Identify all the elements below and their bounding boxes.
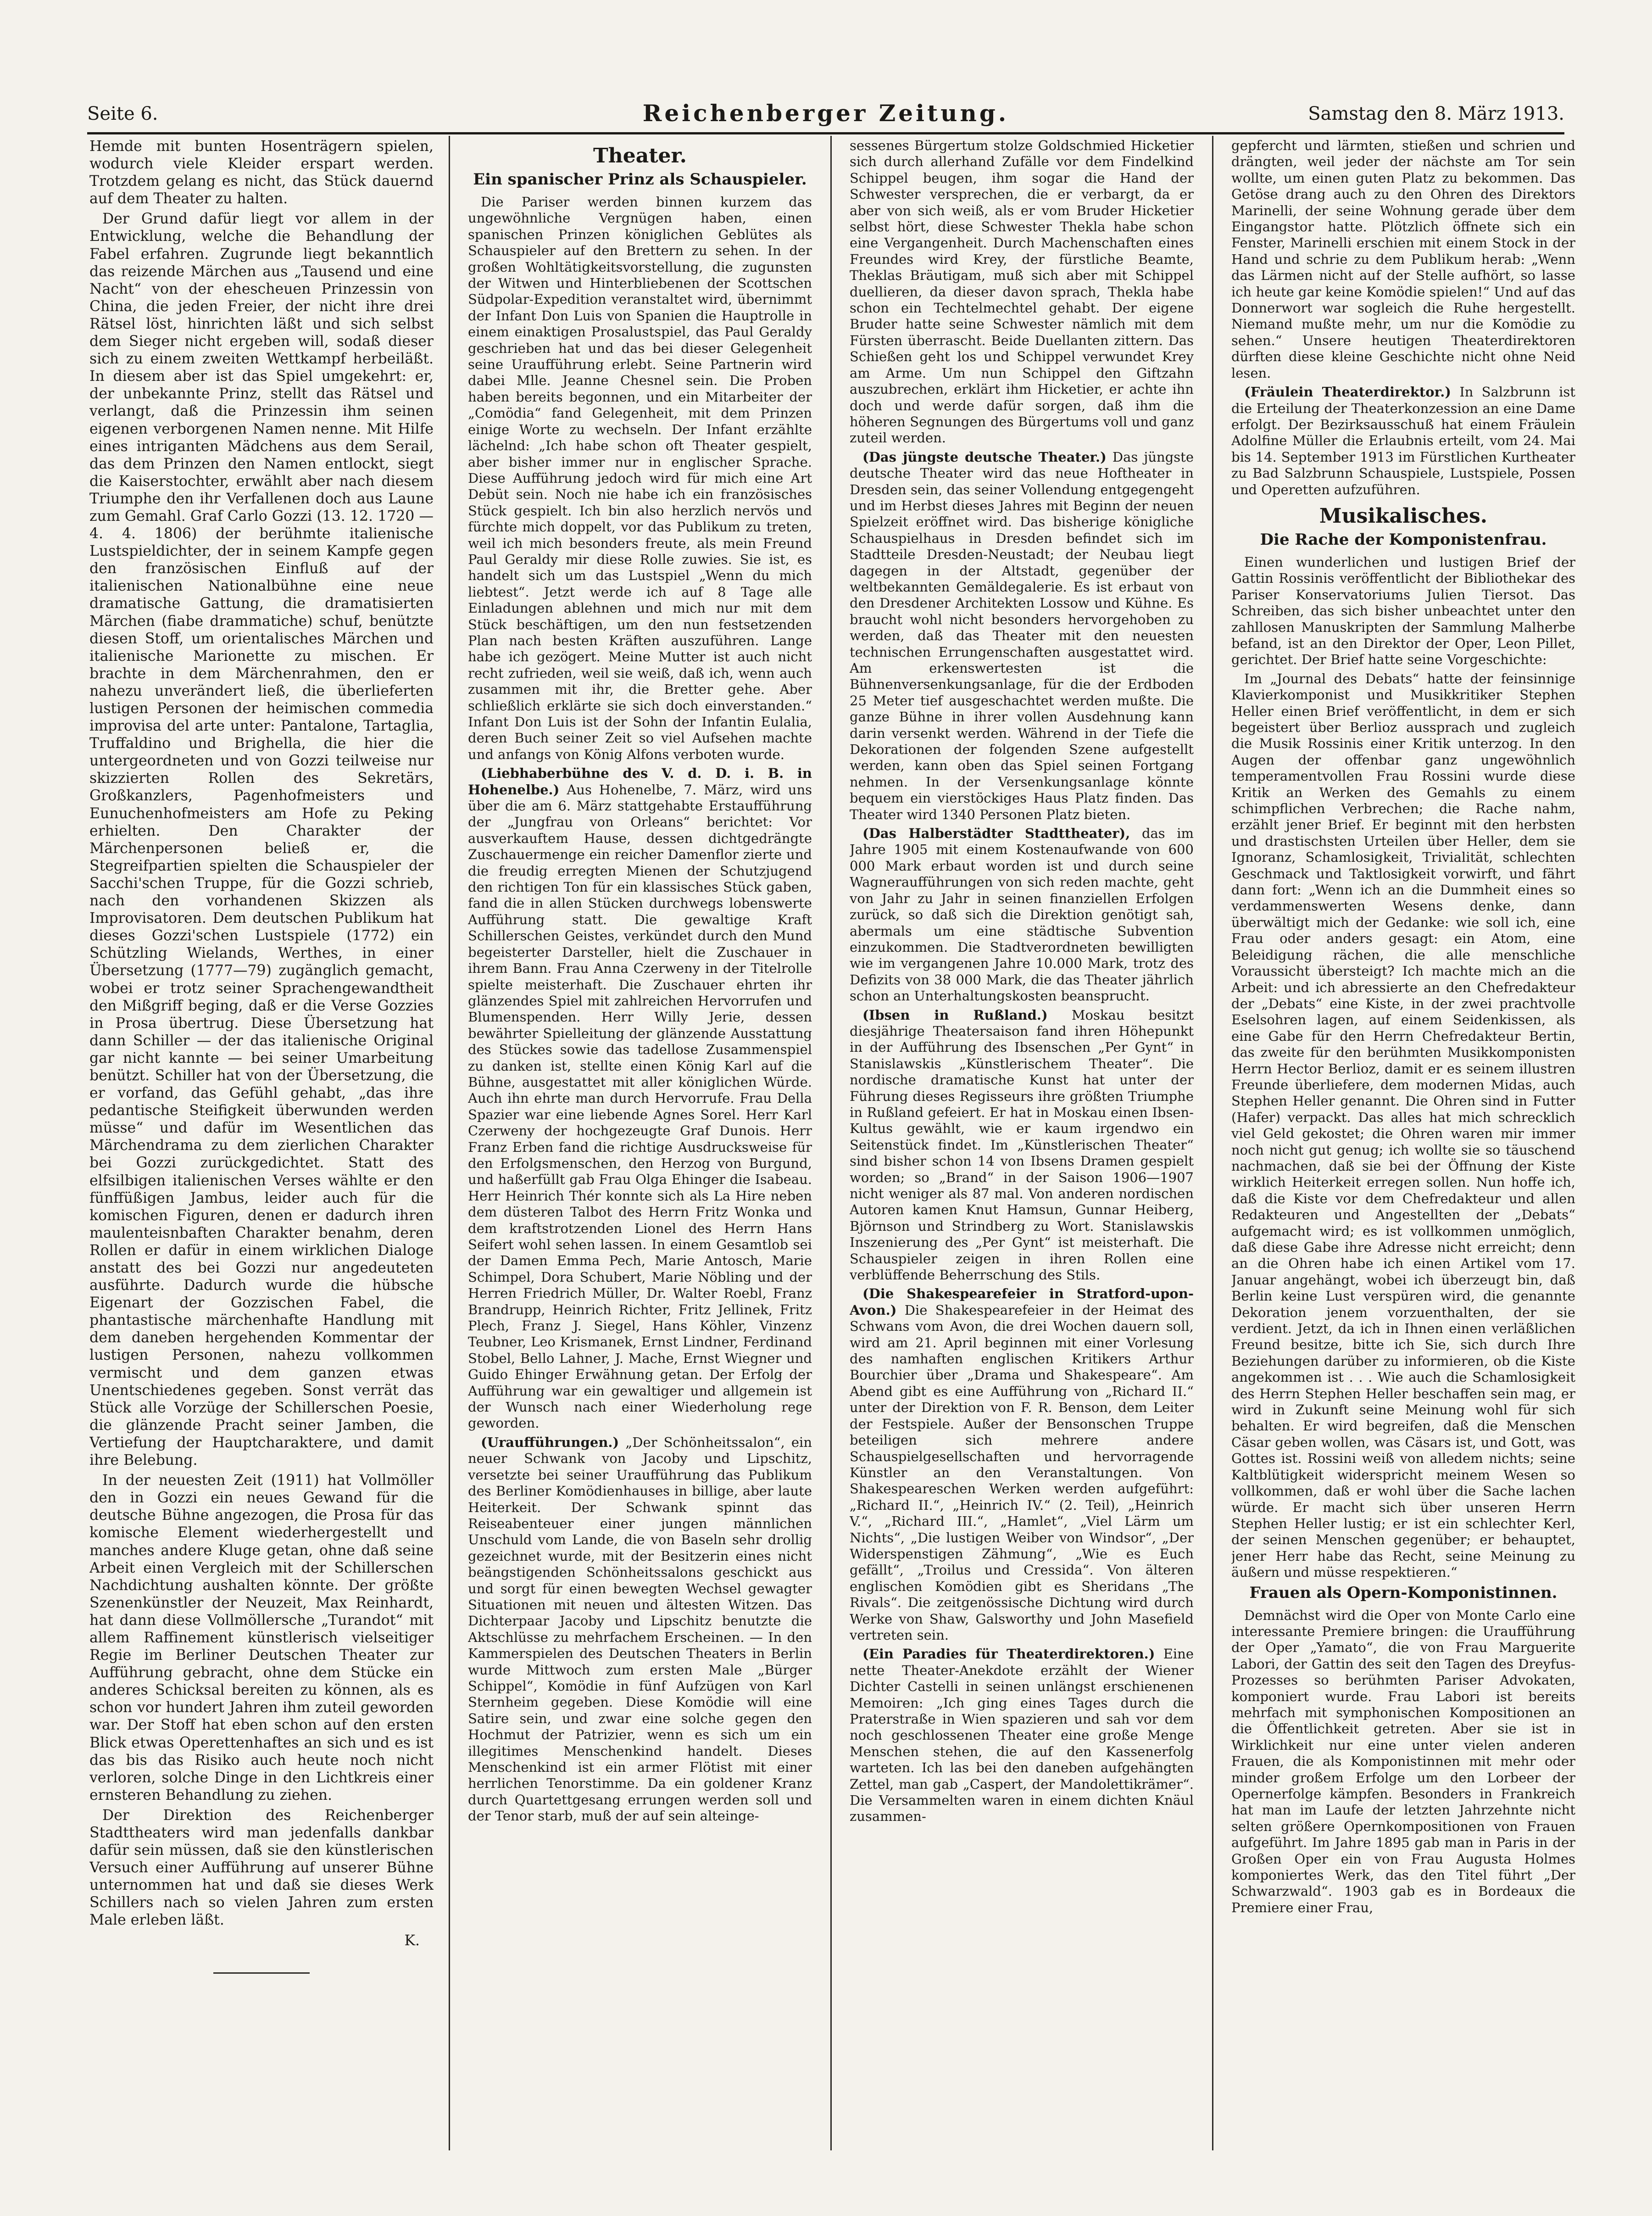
column-3: [850, 138, 1194, 2148]
page-number: Seite 6.: [87, 103, 158, 124]
item-lead: (Liebhaberbühne des V. d. D. i. B. in Hohenelbe.): [468, 765, 812, 798]
article-paragraph: sessenes Bürgertum stolze Goldschmied Hicketier sich durch allerhand Zufälle vor dem Findelkind Schippel beugen, ihm sogar die Hand der Schwester versprechen, die er verbargt, da er aber von sich weiß, als er vom Bruder Hicketier selbst hört, diese Schwester Thekla habe schon eine Vergangenheit. Durch Machenschaften eines Freundes wird Krey, der fürstliche Beamte, Theklas Bräutigam, muß sich aber mit Schippel duellieren, da dieser davon sprach, Thekla habe schon ein Techtelmechtel gehabt. Der eigene Bruder hatte seine Schwester nämlich mit dem Fürsten überrascht. Beide Duellanten zittern. Das Schießen geht los und Schippel verwundet Krey am Arme. Um nun Schippel den Giftzahn auszubrechen, erklärt ihm Hicketier, er achte ihn doch und werde dafür sorgen, daß ihm die höheren Segnungen des Bürgertums voll und ganz zuteil werden.: [850, 138, 1194, 446]
news-item: [850, 826, 1194, 1004]
article-paragraph: Die Pariser werden binnen kurzem das ungewöhnliche Vergnügen haben, einen spanischen Prinzen königlichen Geblütes als Schauspieler auf den Brettern zu sehen. In der großen Wohltätigkeitsvorstellung, die zugunsten der Witwen und Hinterbliebenen der Scottschen Südpolar-Expedition veranstaltet wird, übernimmt der Infant Don Luis von Spanien die Hauptrolle in einem einaktigen Prosalustspiel, das Paul Geraldy geschrieben hat und das bei dieser Gelegenheit seine Uraufführung erlebt. Seine Partnerin wird dabei Mlle. Jeanne Chesnel sein. Die Proben haben bereits begonnen, und ein Mitarbeiter der „Comödia“ fand Gelegenheit, mit dem Prinzen einige Worte zu wechseln. Der Infant erzählte lächelnd: „Ich habe schon oft Theater gespielt, aber bisher immer nur in englischer Sprache. Diese Aufführung jedoch wird für mich eine Art Debüt sein. Noch nie habe ich ein französisches Stück gespielt. Ich bin also herzlich nervös und fürchte mich doppelt, vor das Publikum zu treten, weil ich mich besonders freute, als mein Freund Paul Geraldy mir diese Rolle zuwies. Sie ist, es handelt sich um das Lustspiel „Wenn du mich liebtest“. Jetzt werde ich auf 8 Tage alle Einladungen ablehnen und mich nur mit dem Stück beschäftigen, um den nun festsetzenden Plan nach besten Kräften auszuführen. Lange habe ich gezögert. Meine Mutter ist auch nicht recht zufrieden, weil sie weiß, daß ich, wenn auch zusammen mit ihr, die Bretter gehe. Aber schließlich erklärte sie sich doch einverstanden.“ Infant Don Luis ist der Sohn der Infantin Eulalia, deren Buch seiner Zeit so viel Aufsehen machte und anfangs von König Alfons verboten wurde.: [468, 194, 812, 762]
article-end-rule: [213, 1972, 310, 1974]
news-item: [468, 1435, 812, 1825]
news-item: [850, 1286, 1194, 1643]
column-1: [89, 138, 434, 2148]
article-paragraph: gepfercht und lärmten, stießen und schrien und drängten, weil jeder der nächste am Tor sein wollte, um einen guten Platz zu bekommen. Das Getöse drang auch zu den Ohren des Direktors Marinelli, der seine Wohnung gerade über dem Eingangstor hatte. Plötzlich öffnete sich ein Fenster, Marinelli erschien mit einem Stock in der Hand und schrie zu dem Publikum herab: „Wenn das Lärmen nicht auf der Stelle aufhört, so lasse ich heute gar keine Komödie spielen!“ Und auf das Donnerwort war sogleich die Ruhe hergestellt. Niemand mußte mehr, um nur die Komödie zu sehen.“ Unsere heutigen Theaterdirektoren dürften diese kleine Geschichte nicht ohne Neid lesen.: [1231, 138, 1575, 381]
item-lead: (Das jüngste deutsche Theater.): [862, 449, 1107, 465]
header-rule: [87, 132, 1564, 134]
article-headline: Die Rache der Komponistenfrau.: [1260, 530, 1547, 549]
section-title-music: Musikalisches.: [1319, 504, 1488, 528]
article-paragraph: Einen wunderlichen und lustigen Brief der Gattin Rossinis veröffentlicht der Bibliothekar des Pariser Konservatoriums Julien Tiersot. Das Schreiben, das sich bisher unbeachtet unter den zahllosen Manuskripten der Sammlung Malherbe befand, ist an den Direktor der Oper, Leon Pillet, gerichtet. Der Brief hatte seine Vorgeschichte:: [1231, 554, 1575, 668]
article-paragraph: Im „Journal des Debats“ hatte der feinsinnige Klavierkomponist und Musikkritiker Stephen Heller einen Brief veröffentlicht, in dem er sich begeistert über Berlioz aussprach und zugleich die Musik Rossinis einer Kritik unterzog. In den Augen der offenbar ganz ungewöhnlich temperamentvollen Frau Rossini wurde diese Kritik an Werken des Gemahls zu einem schimpflichen Verbrechen; die Rache nahm, erzählt jener Brief. Er beginnt mit den herbsten und drastischsten Urteilen über Heller, dem sie Ignoranz, Schamlosigkeit, Trivialität, schlechten Geschmack und Taktlosigkeit vorwirft, und fährt dann fort: „Wenn ich an die Dummheit eines so verdammenswerten Wesens denke, dann überwältigt mich der Gedanke: wie soll ich, eine Frau oder anders gesagt: ein Atom, eine Beleidigung rächen, die alle menschliche Voraussicht übersteigt? Ich machte mich an die Arbeit: und ich abressierte an den Chefredakteur der „Debats“ eine Kiste, in der zwei prachtvolle Eselsohren lagen, auf einem Seidenkissen, als eine Gabe für den Herrn Chefredakteur Bertin, das zweite für den berühmten Musikkomponisten Herrn Hector Berlioz, damit er es seinem illustren Freunde überliefere, dem modernen Midas, auch Stephen Heller genannt. Die Ohren sind in Futter (Hafer) verpackt. Das alles hat mich schrecklich viel Geld gekostet; die Ohren waren mir immer noch nicht gut genug; ich wollte sie so täuschend nachmachen, daß sie bei der Öffnung der Kiste wirklich Heiterkeit erregen sollen. Nun hoffe ich, daß die Kiste vor dem Chefredakteur und allen Redakteuren und Angestellten der „Debats“ aufgemacht wird; es ist vollkommen unmöglich, daß diese Gabe ihre Adresse nicht erreicht; denn an die Ohren habe ich einen Artikel vom 17. Januar angehängt, wobei ich überzeugt bin, daß Berlin keine Lust verspüren wird, die genannte Dekoration jenem vorzuenthalten, der sie verdient. Jetzt, da ich in Ihnen einen verläßlichen Freund besitze, bitte ich Sie, sich durch Ihre Beziehungen darüber zu informieren, ob die Kiste angekommen ist . . . Wie auch die Schamlosigkeit des Herrn Stephen Heller beschaffen sein mag, er wird in Zukunft seine Meinung wohl für sich behalten. Er wird begreifen, daß die Menschen Cäsar geben wollen, was Cäsars ist, und Gott, was Gottes ist. Rossini weiß von alledem nichts; seine Kaltblütigkeit widerspricht meinem Wesen so vollkommen, daß er wohl über die Sache lachen würde. Er macht sich über unseren Herrn Stephen Heller lustig; er ist ein schlechter Kerl, der seinen Menschen gegenüber; er behauptet, jener Herr habe das Recht, seine Meinung zu äußern und müsse respektieren.“: [1231, 670, 1575, 1580]
item-lead: (Die Shakespearefeier in Stratford-upon-Avon.): [850, 1286, 1194, 1318]
article-paragraph: Hemde mit bunten Hosenträgern spielen, wodurch viele Kleider erspart werden. Trotzdem gelang es nicht, das Stück dauernd auf dem Theater zu halten.: [89, 138, 434, 207]
news-item: [468, 765, 812, 1432]
news-item: [850, 1646, 1194, 1825]
item-text: „Der Schönheitssalon“, ein neuer Schwank von Jacoby und Lipschitz, versetzte bei seiner Uraufführung das Publikum des Berliner Komödienhauses in billige, aber laute Heiterkeit. Der Schwank spinnt das Reiseabenteuer einer jungen männlichen Unschuld vom Lande, die von Baseln sehr drollig gezeichnet wurde, mit der Besitzerin eines nicht beängstigenden Schönheitssalons geschickt aus und sorgt für einen bewegten Wechsel gewagter Situationen mit neuen und ältesten Witzen. Das Dichterpaar Jacoby und Lipschitz benutzte die Aktschlüsse zu mehrfachem Erscheinen. — In den Kammerspielen des Deutschen Theaters in Berlin wurde Mittwoch zum ersten Male „Bürger Schippel“, Komödie in fünf Aufzügen von Karl Sternheim gegeben. Diese Komödie will eine Satire sein, und zwar eine solche gegen den Hochmut der Patrizier, wenn es sich um ein illegitimes Menschenkind handelt. Dieses Menschenkind ist ein armer Flötist mit einer herrlichen Tenorstimme. Da ein goldener Kranz durch Quartettgesang errungen werden soll und der Tenor starb, muß der auf sein alteinge-: [468, 1434, 812, 1824]
article-paragraph: Demnächst wird die Oper von Monte Carlo eine interessante Premiere bringen: die Uraufführung der Oper „Yamato“, die von Frau Marguerite Labori, der Gattin des seit den Tagen des Dreyfus-Prozesses so berühmten Pariser Advokaten, komponiert wurde. Frau Labori ist bereits mehrfach mit symphonischen Kompositionen an die Öffentlichkeit getreten. Aber sie ist in Wirklichkeit nur eine unter vielen anderen Frauen, die als Komponistinnen mit mehr oder minder großem Erfolge um den Lorbeer der Opernerfolge kämpfen. Besonders in Frankreich hat man im Laufe der letzten Jahrzehnte nicht selten größere Opernkompositionen von Frauen aufgeführt. Im Jahre 1895 gab man in Paris in der Großen Oper ein von Frau Augusta Holmes komponiertes Werk, das den Titel führt „Der Schwarzwald“. 1903 gab es in Bordeaux die Premiere einer Frau,: [1231, 1607, 1575, 1915]
article-headline: Frauen als Opern-Komponistinnen.: [1249, 1583, 1557, 1602]
item-lead: (Fräulein Theaterdirektor.): [1244, 384, 1452, 400]
article-paragraph: Der Grund dafür liegt vor allem in der Entwicklung, welche die Behandlung der Fabel erfahren. Zugrunde liegt bekanntlich das reizende Märchen aus „Tausend und eine Nacht“ von der ehescheuen Prinzessin von China, die jeden Freier, der nicht ihre drei Rätsel löst, hinrichten läßt und sich selbst dem Sieger nicht ergeben will, sodaß dieser sich zu einem zweiten Wettkampf herbeiläßt. In diesem aber ist das Spiel umgekehrt: er, der unbekannte Prinz, stellt das Rätsel und verlangt, daß die Prinzessin ihm seinen eigenen verborgenen Namen nenne. Mit Hilfe eines intriganten Mädchens aus dem Serail, das dem Prinzen den Namen entlockt, siegt die Kaiserstochter, erwählt aber nach diesem Triumphe den ihr Verfallenen doch aus Laune zum Gemahl. Graf Carlo Gozzi (13. 12. 1720 — 4. 4. 1806) der berühmte italienische Lustspieldichter, der in seinem Kampfe gegen den französischen Einfluß auf der italienischen Nationalbühne eine neue dramatische Gattung, die dramatisierten Märchen (fiabe drammatiche) schuf, benützte diesen Stoff, um orientalisches Märchen und italienische Marionette zu mischen. Er brachte in dem Märchenrahmen, den er nahezu unverändert ließ, die überlieferten lustigen Personen der heimischen commedia improvisa del arte unter: Pantalone, Tartaglia, Truffaldino und Brighella, die hier die untergeordneten und von Gozzi teilweise nur skizzierten Rollen des Sekretärs, Großkanzlers, Pagenhofmeisters und Eunuchenhofmeisters am Hofe zu Peking erhielten. Den Charakter der Märchenpersonen beließ er, die Stegreifpartien spielten die Schauspieler der Sacchi'schen Truppe, für die Gozzi schrieb, nach den vorhandenen Skizzen als Improvisatoren. Dem deutschen Publikum hat dieses Gozzi'schen Lustspiele (1772) ein Schützling Wielands, Werthes, in einer Übersetzung (1777—79) zugänglich gemacht, wobei er trotz seiner Sprachengewandtheit den Mißgriff beging, daß er die Verse Gozzies in Prosa übertrug. Diese Übersetzung hat dann Schiller — der das italienische Original gar nicht kannte — bei seiner Umarbeitung benützt. Schiller hat von der Übersetzung, die er vorfand, das Gefühl gehabt, „das ihre pedantische Steifigkeit überwunden werden müsse“ und dafür im Wesentlichen das Märchendrama zu dem zierlichen Charakter bei Gozzi zurückgedichtet. Statt des elfsilbigen italienischen Verses wählte er den fünffüßigen Jambus, leider auch für die komischen Figuren, denen er dadurch ihren maulenteisnbaften Charakter benahm, deren Rollen er dafür in einem wirklichen Dialoge anstatt des bei Gozzi nur angedeuteten ausführte. Dadurch wurde die hübsche Eigenart der Gozzischen Fabel, die phantastische märchenhafte Handlung mit dem daneben hergehenden Kommentar der lustigen Personen, nahezu vollkommen vermischt und dem ganzen etwas Unentschiedenes gegeben. Sonst verrät das Stück alle Vorzüge der Schillerschen Poesie, die glänzende Pracht seiner Jamben, die Vertiefung der Hauptcharaktere, und damit ihre Belebung.: [89, 211, 434, 1469]
article-headline: Ein spanischer Prinz als Schauspieler.: [473, 170, 807, 189]
item-text: Das jüngste deutsche Theater wird das neue Hoftheater in Dresden sein, das seiner Vollendung entgegengeht und im Herbst dieses Jahres mit Beginn der neuen Spielzeit eröffnet wird. Das bisherige königliche Schauspielhaus in Dresden befindet sich im Stadtteile Dresden-Neustadt; der Neubau liegt dagegen in der Altstadt, gegenüber der weltbekannten Gemäldegalerie. Es ist erbaut von den Dresdener Architekten Lossow und Kühne. Es braucht wohl nicht besonders hervorgehoben zu werden, daß das Theater mit den neuesten technischen Errungenschaften ausgestattet wird. Am erkenswertesten ist die Bühnenversenkungsanlage, für die der Erdboden 25 Meter tief ausgeschachtet werden mußte. Die ganze Bühne in ihrer vollen Ausdehnung kann darin versenkt werden. Während in der Tiefe die Dekorationen der folgenden Szene aufgestellt werden, kann oben das Spiel seinen Fortgang nehmen. In der Versenkungsanlage könnte bequem ein vierstöckiges Haus Platz finden. Das Theater wird 1340 Personen Platz bieten.: [850, 449, 1194, 822]
news-item: [850, 1007, 1194, 1284]
item-text: Moskau besitzt diesjährige Theatersaison fand ihren Höhepunkt in der Aufführung des Ibsenschen „Per Gynt“ in Stanislawskis „Künstlerischem Theater“. Die nordische dramatische Kunst hat unter der Führung dieses Regisseurs ihre größten Triumphe in Rußland gefeiert. Er hat in Moskau einen Ibsen-Kultus gewählt, wie er kaum irgendwo ein Seitenstück findet. Im „Künstlerischen Theater“ sind bisher schon 14 von Ibsens Dramen gespielt worden; so „Brand“ in der Saison 1906—1907 nicht weniger als 87 mal. Von anderen nordischen Autoren kamen Knut Hamsun, Gunnar Heiberg, Björnson und Strindberg zu Wort. Stanislawskis Inszenierung des „Per Gynt“ ist meisterhaft. Die Schauspieler zeigen in ihren Rollen eine verblüffende Beherrschung des Stils.: [850, 1007, 1194, 1283]
item-text: Die Shakespearefeier in der Heimat des Schwans vom Avon, die drei Wochen dauern soll, wird am 21. April beginnen mit einer Vorlesung des namhaften englischen Kritikers Arthur Bourchier über „Drama und Shakespeare“. Am Abend gibt es eine Aufführung von „Richard II.“ unter der Direktion von F. R. Benson, dem Leiter der Festspiele. Außer der Bensonschen Truppe beteiligen sich mehrere andere Schauspielgesellschaften und hervorragende Künstler an den Veranstaltungen. Von Shakespeareschen Werken werden aufgeführt: „Richard II.“, „Heinrich IV.“ (2. Teil), „Heinrich V.“, „Richard III.“, „Hamlet“, „Viel Lärm um Nichts“, „Die lustigen Weiber von Windsor“, „Der Widerspenstigen Zähmung“, „Wie es Euch gefällt“, „Troilus und Cressida“. Von älteren englischen Komödien gibt es Sheridans „The Rivals“. Die zeitgenössische Dichtung wird durch Werke von Shaw, Galsworthy und John Masefield vertreten sein.: [850, 1302, 1194, 1643]
article-paragraph: Der Direktion des Reichenberger Stadttheaters wird man jedenfalls dankbar dafür sein müssen, daß sie den künstlerischen Versuch einer Aufführung auf unserer Bühne unternommen hat und daß sie dieses Werk Schillers nach so vielen Jahren zum ersten Male erleben läßt.: [89, 1807, 434, 1929]
item-lead: (Uraufführungen.): [481, 1434, 619, 1450]
item-lead: (Ein Paradies für Theaterdirektoren.): [862, 1646, 1155, 1662]
page-header: [87, 99, 1564, 131]
item-text: Eine nette Theater-Anekdote erzählt der Wiener Dichter Castelli in seinen unlängst erschienenen Memoiren: „Ich ging eines Tages durch die Praterstraße in Wien spazieren und sah vor dem noch geschlossenen Theater eine große Menge Menschen stehen, die auf den Kassenerfolg warteten. Ich las bei den daneben aufgehängten Zettel, man gab „Caspert, der Mandolettikrämer“. Die Versammelten waren in einem dichten Knäul zusammen-: [850, 1646, 1194, 1825]
item-text: das im Jahre 1905 mit einem Kostenaufwande von 600 000 Mark erbaut worden ist und durch seine Wagneraufführungen von sich reden machte, geht von Jahr zu Jahr in seinen finanziellen Erfolgen zurück, so daß sich die Direktion genötigt sah, abermals um eine städtische Subvention einzukommen. Die Stadtverordneten bewilligten wie im vergangenen Jahre 10.000 Mark, trotz des Defizits von 38 000 Mark, die das Theater jährlich schon an Unterhaltungskosten beansprucht.: [850, 826, 1194, 1004]
column-2: [468, 138, 812, 2148]
news-item: [850, 449, 1194, 823]
column-4: [1231, 138, 1575, 2148]
item-lead: (Das Halberstädter Stadttheater),: [862, 826, 1130, 842]
item-text: In Salzbrunn ist die Erteilung der Theaterkonzession an eine Dame erfolgt. Der Bezirksausschuß hat einem Fräulein Adolfine Müller die Erlaubnis erteilt, vom 24. Mai bis 14. September 1913 im Fürstlichen Kurtheater zu Bad Salzbrunn Schauspiele, Lustspiele, Possen und Operetten aufzuführen.: [1231, 384, 1575, 497]
item-lead: (Ibsen in Rußland.): [862, 1007, 1048, 1023]
section-title-theater: Theater.: [593, 144, 687, 167]
news-item: [1231, 384, 1575, 498]
newspaper-masthead: Reichenberger Zeitung.: [642, 100, 1009, 127]
column-divider: [1212, 136, 1213, 2150]
issue-date: Samstag den 8. März 1913.: [1308, 103, 1564, 124]
item-text: Aus Hohenelbe, 7. März, wird uns über die am 6. März stattgehabte Erstaufführung der „Jungfrau von Orleans“ berichtet: Vor ausverkauftem Hause, dessen dichtgedrängte Zuschauermenge ein reicher Damenflor zierte und die freudig erregten Mienen der Schutzjugend den richtigen Ton für ein klassisches Stück gaben, fand die in allen Stücken durchwegs lobenswerte Aufführung statt. Die gewaltige Kraft Schillerschen Geistes, verkündet durch den Mund begeisterter Darsteller, hielt die Zuschauer in ihrem Bann. Frau Anna Czerweny in der Titelrolle spielte meisterhaft. Die Zuschauer ehrten ihr glänzendes Spiel mit zahlreichen Hervorrufen und Blumenspenden. Herr Willy Jerie, dessen bewährter Spielleitung der glänzende Ausstattung des Stückes sowie das tadellose Zusammenspiel zu danken ist, stellte einen König Karl auf die Bühne, ausgestattet mit aller königlichen Würde. Auch ihn ehrte man durch Hervorrufe. Frau Della Spazier war eine liebende Agnes Sorel. Herr Karl Czerweny der hochgezeugte Graf Dunois. Herr Franz Erben fand die richtige Ausdrucksweise für den Erfolgsmenschen, den Herzog von Burgund, und haßerfüllt gab Frau Olga Ehinger die Isabeau. Herr Heinrich Thér konnte sich als La Hire neben dem düsteren Talbot des Herrn Fritz Wonka und dem kraftstrotzenden Lionel des Herrn Hans Seifert wohl sehen lassen. In einem Gesamtlob sei der Damen Emma Pech, Marie Antosch, Marie Schimpel, Dora Schubert, Marie Nöbling und der Herren Friedrich Müller, Dr. Walter Roebl, Franz Brandrupp, Heinrich Richter, Fritz Jellinek, Fritz Plech, Franz J. Siegel, Hans Köhler, Vinzenz Teubner, Leo Krismanek, Ernst Lindner, Ferdinand Stobel, Bello Lahner, J. Mache, Ernst Wiegner und Guido Ehinger Erwähnung getan. Der Erfolg der Aufführung war ein gewaltiger und allgemein ist der Wunsch nach einer Wiederholung rege geworden.: [468, 781, 812, 1431]
column-divider: [449, 136, 450, 2150]
column-divider: [830, 136, 832, 2150]
author-signoff: K.: [404, 1932, 420, 1949]
article-paragraph: In der neuesten Zeit (1911) hat Vollmöller den in Gozzi ein neues Gewand für die deutsche Bühne angezogen, die Prosa für das komische Element wiederhergestellt und manches andere Kluge getan, ohne daß seine Arbeit einen Vergleich mit der Schillerschen Nachdichtung aushalten könnte. Der größte Szenenkünstler der Neuzeit, Max Reinhardt, hat dann diese Vollmöllersche „Turandot“ mit allem Raffinement künstlerisch vielseitiger Regie im Berliner Deutschen Theater zur Aufführung gebracht, ohne dem Stücke ein anderes Schicksal bereiten zu können, als es schon vor hundert Jahren ihm zuteil geworden war. Der Stoff hat eben schon auf den ersten Blick etwas Operettenhaftes an sich und es ist das bis das Risiko auch heute noch nicht verloren, solche Dinge in den Lichtkreis einer ernsteren Behandlung zu ziehen.: [89, 1472, 434, 1803]
